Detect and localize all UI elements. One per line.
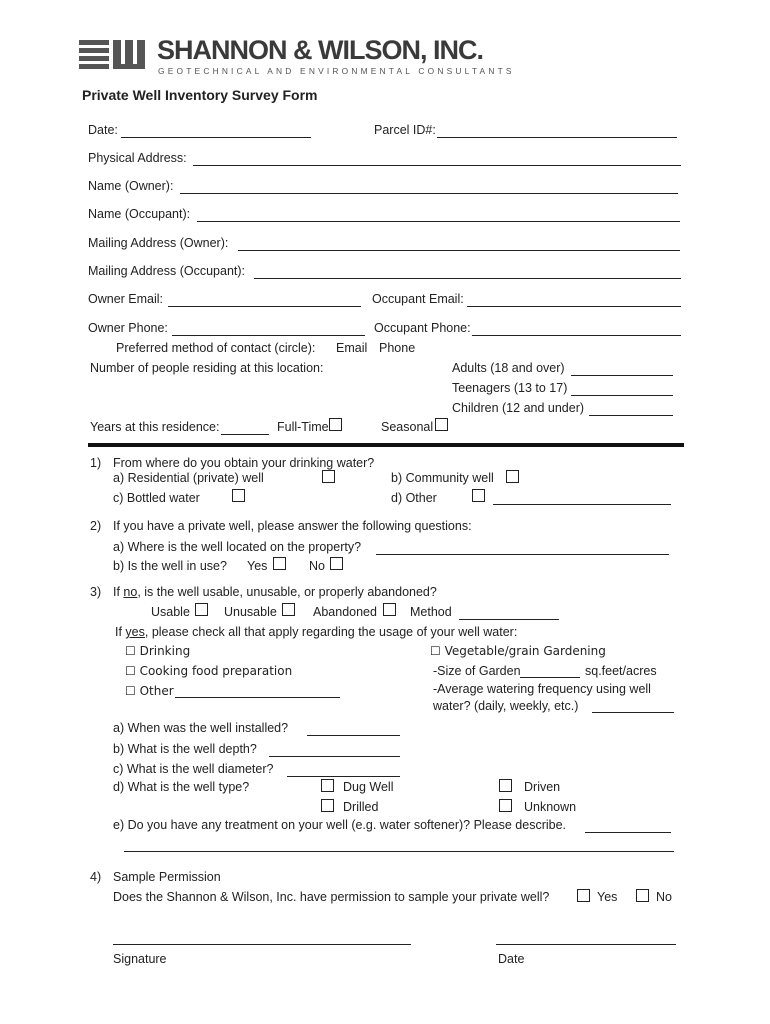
q1-a-checkbox[interactable] [322,470,335,483]
occupant-email-label: Occupant Email: [372,292,464,306]
usable-label: Usable [151,605,190,619]
drilled-checkbox[interactable] [321,799,334,812]
signature-label: Signature [113,952,167,966]
usage-vegetable[interactable]: ☐ Vegetable/grain Gardening [430,644,606,658]
dug-well-checkbox[interactable] [321,779,334,792]
fulltime-label: Full-Time [277,420,329,434]
garden-unit-label: sq.feet/acres [585,664,657,678]
mailing-owner-label: Mailing Address (Owner): [88,236,229,250]
teenagers-field[interactable] [571,395,673,396]
drilled-label: Drilled [343,800,379,814]
treatment-field-2[interactable] [124,851,674,852]
years-label: Years at this residence: [90,420,220,434]
owner-phone-field[interactable] [172,335,365,336]
q4-title: Sample Permission [113,870,221,884]
usable-checkbox[interactable] [195,603,208,616]
physical-address-label: Physical Address: [88,151,187,165]
owner-phone-label: Owner Phone: [88,321,168,335]
date-label: Date: [88,123,118,137]
garden-size-label: -Size of Garden [433,664,521,678]
abandoned-label: Abandoned [313,605,377,619]
mailing-owner-field[interactable] [238,250,680,251]
fulltime-checkbox[interactable] [329,418,342,431]
logo-mark-icon [79,38,151,74]
garden-size-field[interactable] [520,677,580,678]
usage-prompt: If yes, please check all that apply regarding the usage of your well water: [115,625,518,639]
q3-c-label: c) What is the well diameter? [113,762,274,776]
signature-date-label: Date [498,952,525,966]
occupant-phone-field[interactable] [472,335,681,336]
owner-email-label: Owner Email: [88,292,164,306]
q1-option-a: a) Residential (private) well [113,471,264,485]
q3-number: 3) [90,585,102,599]
seasonal-checkbox[interactable] [435,418,448,431]
unusable-checkbox[interactable] [282,603,295,616]
q3-e-label: e) Do you have any treatment on your well (e.g. water softener)? Please describe. [113,818,567,832]
q4-yes-checkbox[interactable] [577,889,590,902]
usage-drinking[interactable]: ☐ Drinking [125,644,191,658]
contact-preference-label: Preferred method of contact (circle): [116,341,316,355]
driven-checkbox[interactable] [499,779,512,792]
form-title: Private Well Inventory Survey Form [82,87,318,103]
install-date-field[interactable] [307,735,400,736]
abandoned-checkbox[interactable] [383,603,396,616]
section-divider [88,443,684,447]
mailing-occupant-label: Mailing Address (Occupant): [88,264,246,278]
name-occupant-field[interactable] [197,221,680,222]
q2-text: If you have a private well, please answer the following questions: [113,519,472,533]
owner-email-field[interactable] [168,306,361,307]
signature-field[interactable] [113,944,411,945]
q1-option-c: c) Bottled water [113,491,200,505]
name-occupant-label: Name (Occupant): [88,207,191,221]
unusable-label: Unusable [224,605,277,619]
mailing-occupant-field[interactable] [254,278,681,279]
seasonal-label: Seasonal [381,420,434,434]
parcel-field[interactable] [437,137,677,138]
years-field[interactable] [221,434,269,435]
q1-c-checkbox[interactable] [232,489,245,502]
q1-text: From where do you obtain your drinking water? [113,456,375,470]
q1-option-b: b) Community well [391,471,494,485]
usage-cooking[interactable]: ☐ Cooking food preparation [125,664,293,678]
company-tagline: GEOTECHNICAL AND ENVIRONMENTAL CONSULTANTS [158,66,515,76]
q2-number: 2) [90,519,102,533]
usage-other-field[interactable] [175,697,340,698]
q2-yes-checkbox[interactable] [273,557,286,570]
name-owner-field[interactable] [180,193,678,194]
q1-b-checkbox[interactable] [506,470,519,483]
date-field[interactable] [121,137,311,138]
q2-no-checkbox[interactable] [330,557,343,570]
q2-no-label: No [309,559,325,573]
q4-text: Does the Shannon & Wilson, Inc. have permission to sample your private well? [113,890,550,904]
q2-location-field[interactable] [376,554,669,555]
children-field[interactable] [589,415,673,416]
q1-other-field[interactable] [493,504,671,505]
contact-phone-option[interactable]: Phone [379,341,416,355]
name-owner-label: Name (Owner): [88,179,174,193]
q1-number: 1) [90,456,102,470]
dug-well-label: Dug Well [343,780,394,794]
watering-frequency-label: water? (daily, weekly, etc.) [433,699,579,713]
adults-label: Adults (18 and over) [452,361,565,375]
well-depth-field[interactable] [269,756,400,757]
unknown-label: Unknown [524,800,577,814]
q1-option-d: d) Other [391,491,437,505]
watering-frequency-field[interactable] [592,712,674,713]
q4-no-checkbox[interactable] [636,889,649,902]
q4-yes-label: Yes [597,890,618,904]
q4-no-label: No [656,890,672,904]
parcel-label: Parcel ID#: [374,123,436,137]
driven-label: Driven [524,780,561,794]
avg-watering-label: -Average watering frequency using well [433,682,651,696]
occupant-email-field[interactable] [467,306,681,307]
q4-number: 4) [90,870,102,884]
occupant-phone-label: Occupant Phone: [374,321,471,335]
q3-a-label: a) When was the well installed? [113,721,289,735]
signature-date-field[interactable] [496,944,676,945]
q2-b-label: b) Is the well in use? [113,559,227,573]
q3-text: If no, is the well usable, unusable, or properly abandoned? [113,585,437,599]
q2-yes-label: Yes [247,559,268,573]
company-name: SHANNON & WILSON, INC. [157,35,483,65]
treatment-field-1[interactable] [585,832,671,833]
num-people-label: Number of people residing at this location: [90,361,324,375]
unknown-checkbox[interactable] [499,799,512,812]
q1-d-checkbox[interactable] [472,489,485,502]
method-field[interactable] [459,619,559,620]
contact-email-option[interactable]: Email [336,341,368,355]
usage-other[interactable]: ☐ Other [125,684,174,698]
q2-a-label: a) Where is the well located on the property? [113,540,362,554]
children-label: Children (12 and under) [452,401,585,415]
well-diameter-field[interactable] [287,776,400,777]
physical-address-field[interactable] [193,165,681,166]
teenagers-label: Teenagers (13 to 17) [452,381,568,395]
q3-b-label: b) What is the well depth? [113,742,257,756]
adults-field[interactable] [571,375,673,376]
method-label: Method [410,605,452,619]
q3-d-label: d) What is the well type? [113,780,250,794]
